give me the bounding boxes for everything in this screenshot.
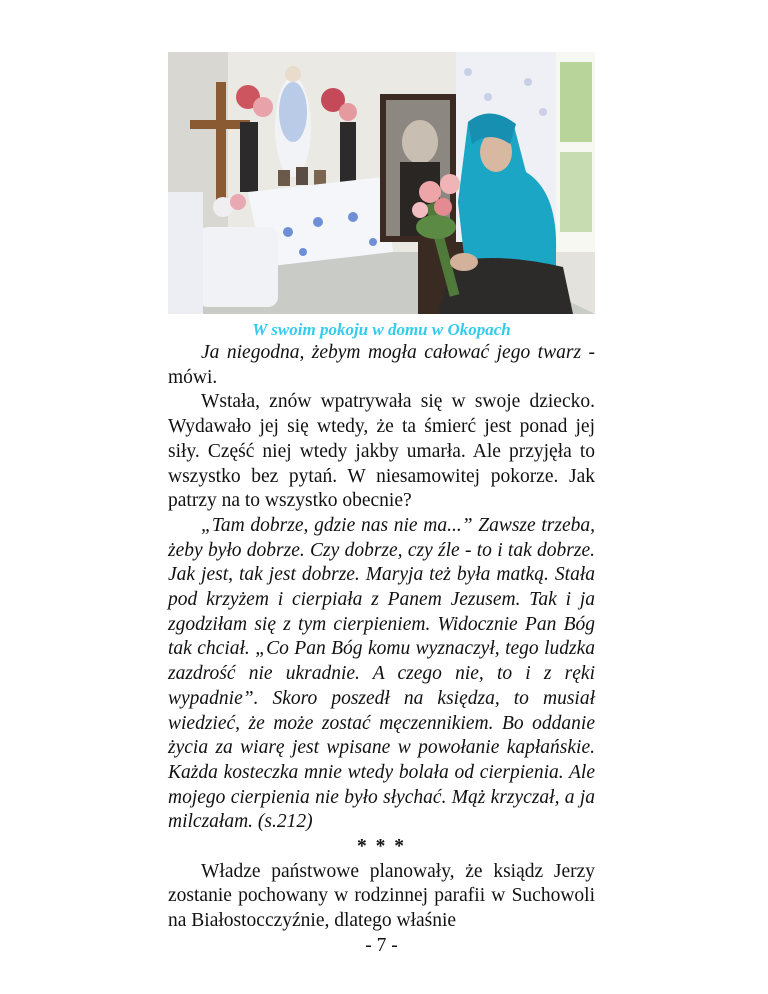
room-photo [168, 52, 595, 314]
photo-caption: W swoim pokoju w domu w Okopach [252, 320, 511, 339]
paragraph-4: Władze państwowe planowały, że ksiądz Jerzy zostanie pochowany w rodzinnej parafii w Suchowoli na Białostocczyźnie, dlatego właśnie [168, 860, 595, 932]
quote-italic: Ja niegodna, żebym mogła całować jego twarz [201, 342, 582, 363]
paragraph-2: Wstała, znów wpatrywała się w swoje dziecko. Wydawało jej się wtedy, że ta śmierć jest ponad jej siły. Część niej wtedy jakby umarła. Ale przyjęła to wszystko bez pytań. W niesamowitej pokorze. Jak patrzy na to wszystko obecnie? [168, 391, 595, 512]
quote-attribution: - mówi. [168, 342, 595, 388]
body-text [168, 341, 595, 959]
photo [168, 52, 595, 314]
page-number: - 7 - [365, 934, 398, 956]
section-separator: * * * [357, 836, 406, 858]
paragraph-1 [168, 341, 595, 390]
paragraph-3: „Tam dobrze, gdzie nas nie ma...” Zawsze trzeba, żeby było dobrze. Czy dobrze, czy źle - to i tak dobrze. Jak jest, tak jest dobrze. Maryja też była matką. Stała pod krzyżem i cierpiała z Panem Jezusem. Tak i ja zgodziłam się z tym cierpieniem. Widocznie Pan Bóg tak chciał. „Co Pan Bóg komu wyznaczył, tego ludzka zazdrość nie ukradnie. A czego nie, to i z ręki wypadnie”. Skoro poszedł na księdza, to musiał wiedzieć, że może zostać męczennikiem. Bo oddanie życia za wiarę jest wpisane w powołanie kapłańskie. Każda kosteczka mnie wtedy bolała od cierpienia. Ale mojego cierpienia nie było słychać. Mąż krzyczał, a ja milczałam. (s.212) [168, 514, 595, 833]
